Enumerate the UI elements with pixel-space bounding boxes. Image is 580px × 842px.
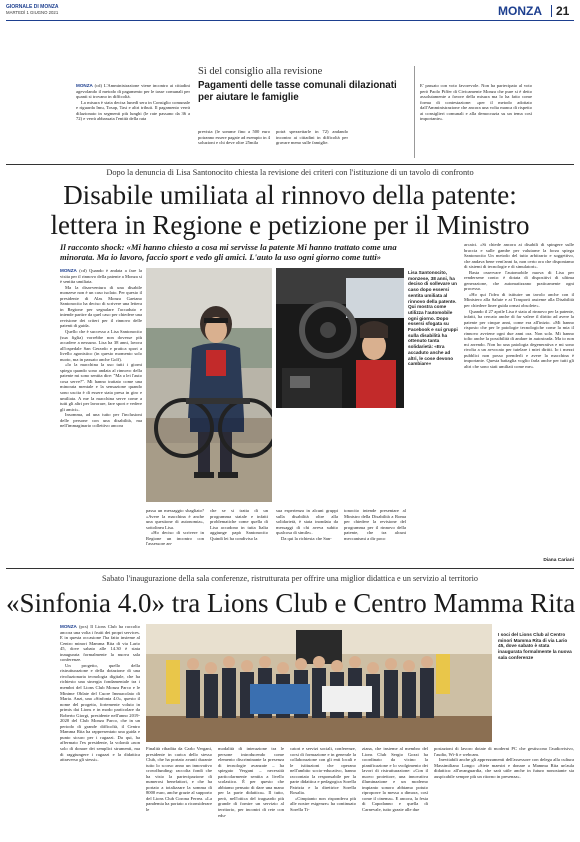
main-story-col-5: tonocito intende presentare al Ministro della Disabilità a Roma per chiedere la revisione del programma per il rinnovo della patente, che tra alcuni meccanismi a dir poco: [344, 508, 406, 541]
main-story-col4-p2: Da qui la richiesta che San-: [281, 535, 332, 541]
main-story-col1-p2: Ma la disavventura di una disabile monzese non è un caso isolato. Per questo il presidente di Alas Monza Gaetano Santonocito ha deciso di scrivere una lettera in Regione per segnalare l'accaduto e intende partire da quel caso per chiedere una revisione dei criteri per il rinnovo delle patenti di guida.: [60, 284, 142, 329]
section-rule-1: [6, 164, 574, 165]
lions-story-photo-caption: I soci del Lions Club al Centro minori Mamma Rita di via Lario 45, dove sabato è stata inaugurata formalmente la nuova sala conferenze: [498, 632, 572, 660]
top-story-col-1: [76, 83, 190, 159]
lions-story-photo: [146, 624, 492, 742]
main-story-right-col: [464, 242, 574, 556]
portrait-illustration: [146, 268, 272, 502]
main-story-col-1: [60, 268, 142, 556]
top-story-col1-text: (cd) L'Amministrazione viene incontro ai cittadini agevolando il metodo di pagamento per le tasse comunali per quanti si trovano in difficoltà.: [76, 83, 190, 100]
main-story-col1-p5: Insomma, ad una tutto per l'inclusioni delle persone con una disabilità, ma nell'immaginario collettivo ancora: [60, 412, 142, 429]
top-story-dateline: MONZA: [76, 83, 93, 88]
page-number: 21: [556, 4, 570, 18]
top-story-col-2: prevista (le somme fino a 500 euro potranno essere pagate ad esempio in 4 soluzioni e chi deve oltre 25mila: [198, 129, 270, 146]
section-rule-2: [6, 568, 574, 569]
lions-story-dateline: MONZA: [60, 624, 77, 629]
main-story-col2-p1: passa un messaggio sbagliato? «Avere la macchina è anche una questione di autonomia», sottolinea Lisa.: [146, 508, 204, 530]
main-story-col2-p2: «Ho deciso di scrivere in Regione un incontro con l'assessore an-: [146, 530, 204, 547]
lions-story-col4-p2: «Cimpianto non rispondeva più alle nostre esigenze» ha continuato Sorella Ti-: [290, 795, 356, 813]
lions-story-col1-p1: (pcs) Il Lions Club ha raccolto ancora una volta i frutti dei propri services. E in questa occasione l'ha fatto insieme al Centro minori Mamma Rita di via Lario 45, dove sabato alle 14.30 è stata inaugurata formalmente la nuova sala conferenze.: [60, 624, 140, 663]
main-story-col1-p1: (cd) Quando è andata a fare la visita per il rinnovo della patente a Monza si è sentita umiliata.: [60, 268, 142, 285]
lions-story-col-3: modalità di interazione tra le persone introducendo come elemento discriminante la presenza di tecnologie avanzate – ha spiegato Vergani – necessità particolarmente sentita a livello scolastico. È per questo che abbiamo pensato di dare una mano per la parte didattica». Il tutto, però, nell'ottica del traguardo più grande di fornire un servizio al territorio, per incontri di rete con edu-: [218, 746, 284, 818]
header-rule: [6, 20, 574, 21]
main-story-headline-1: Disabile umiliata al rinnovo della patente:: [63, 180, 517, 210]
main-story-right-p2: Basta osservare l'automobile nuova di Lisa per rendersene conto: è dotata di dispositivi di ultima generazione, che automatizzano praticamente ogni processo.: [464, 269, 574, 292]
main-story-col4-p1: sua esperienza in alcuni gruppi sulla disabilità oltre alla solidarietà, è stata inondata da messaggi di chi aveva subito qualcosa di simile».: [276, 508, 338, 536]
lions-story-headline: «Sinfonia 4.0» tra Lions Club e Centro Mamma Rita: [6, 588, 576, 618]
top-story-col-3: potrà spezzettarle in 72) andando incontro ai cittadini in difficoltà per gravare meno sulle famiglie.: [276, 129, 348, 146]
lions-story-col-4: [290, 746, 356, 834]
main-story-right-p4: Quando il 27 aprile Lisa è stata al rinnovo per la patente, infatti, ha cercato anche di far valere il diritto ad avere la patente per cinque anni, come era all'inizio. «Mi hanno risposto che per le patologie tecnologiche come la mia il rinnovo avviene ogni due anni ora. Non solo. Mi hanno tolto anche la possibilità di andare in autostrada. Ma io non mi arrendo. Non ho una patologia degenerativa e mi sono rivolta a un avvocato per tutelare i miei diritti. Io i mezzi pubblici non posso prenderli e avere la macchina è importante. Questa battaglia voglio farla anche per tutti gli altri che sono stati umiliati come me».: [464, 308, 574, 370]
lions-story-col-6: [434, 746, 574, 834]
main-story-headline-2: lettera in Regione e petizione per il Ministro: [50, 210, 530, 240]
main-story-kicker: Dopo la denuncia di Lisa Santonocito chiesta la revisione dei criteri con l'istituzione di un tavolo di confronto: [106, 168, 474, 177]
main-story-right-p3: «Ho qui l'idea di istituire un tavolo anche con il Ministero alla Salute e ai Trasporti assieme alla Disabilità per chiedere linee guida ormai obsolete».: [464, 291, 574, 309]
lions-story-col1-p2: Un progetto, quello della ristrutturazione e della dotazione di una rivoluzionaria tecnologia digitale, che ha richiesto una sinergia fondamentale tra i membri del Lions Club Monza Parco e le Minime Oblate del Cuore Immacolato di Maria. Anzi, una «Sinfonia 4.0», questo il nome del progetto, fortemente voluto in primis dai Lions e in modo particolare da Roberto Giorgi, presidente nell'anno 2019-2020 del Club Monza Parco, che in un periodo di grande difficoltà, il Centro Mamma Rita ha rappresentato una guida e punto sicuro per i ragazzi. Da qui, ha affermato l'ex presidente, la volontà «non solo di donare dei semplici strumenti, ma di raggiungere i ragazzi e la didattica attraverso gli stessi».: [60, 662, 140, 763]
car-interior-illustration: [276, 268, 404, 408]
paper-name: GIORNALE DI MONZA: [6, 4, 59, 10]
lions-story-col6-p2: Inevitabili anche gli apprezzamenti dell'assessore con delega alla cultura Massimiliano Longo: «Siete maestri e donare a Mamma Rita un'aula didattica: all'avanguardia, che sarà utile anche in futuro nonostante sia auspicabile sempre più un ritorno in presenza».: [434, 757, 574, 779]
lions-story-col-5: ziana, che insieme al membro del Lions Club Sergio Gozzi ha coordinato da vicino la pianificazione e lo svolgimento dei lavori di ristrutturazione: «Con il nuovo proiettore, una innovativa illuminazione e un moderno impianto sonoro abbiamo potuto riproporre la messa a dimora, così come il cinema». E ancora, la festa di Capodanno e quella di Carnevale, tutto grazie alle due: [362, 746, 428, 813]
top-story-kicker: Sì del consiglio alla revisione: [198, 66, 323, 77]
main-story-col1-p3: Quello che è successo a Lisa Santonocito (sua figlia) vorrebbe non dovesse più accadere a nessuno. Lisa ha 38 anni, lavora all'ospedale San Gerardo e pratica sport a livello agonistico (in questo momento solo nuoto, ma in passato anche Golf).: [60, 329, 142, 362]
section-title: MONZA: [498, 4, 542, 18]
main-story-col-2: [146, 508, 204, 556]
main-story-subheadline: Il racconto shock: «Mi hanno chiesto a cosa mi servisse la patente Mi hanno trattato come una minorata. Ma io lavoro, faccio sport e vedo gli amici. L'auto la uso ogni giorno come tutti»: [60, 242, 397, 262]
main-story-dateline: MONZA: [60, 268, 77, 273]
group-photo-illustration: [146, 624, 492, 742]
lions-story-kicker: Sabato l'inaugurazione della sala conferenze, ristrutturata per offrire una miglior didattica e un servizio al territorio: [102, 574, 478, 583]
main-story-col-4: [276, 508, 338, 556]
main-story-photo-caption: Lisa Santonocito, monzese, 38 anni, ha deciso di sollevare un caso dopo essersi sentita umiliata al rinnovo della patente. Qui mostra come utilizza l'automobile ogni giorno. Dopo essersi sfogata su Facebook e sui gruppi sulla disabilità ha ottenuto tanta solidarietà: «Era accaduto anche ad altri, le cose devono cambiare»: [408, 270, 458, 367]
main-story-photo-car: [276, 268, 404, 408]
lions-story-col4-p1: catori e servizi sociali, conferenze, corsi di formazione e in generale la collaborazione con gli enti locali e le istituzioni che operano nell'ambito socio-educativo, hanno raccontato la responsabile per la parte didattica e pedagogica Sorella Patrizia e la direttrice Sorella Rosalia.: [290, 746, 356, 796]
main-story-photo-portrait: [146, 268, 272, 502]
top-story-headline: Pagamenti delle tasse comunali dilazionati per aiutare le famiglie: [198, 80, 397, 103]
lions-story-col-2: Finalità ribadita da Carlo Vergani, presidente in carica dello stesso Club, che ha portato avanti durante tutto lo scorso anno un innovativo crowdfunding: raccolta fondi che ha visto la partecipazione di numerosi benefattori, e che ha portato a totalizzare la somma di 8000 euro, anche grazie al supporto del Lions Club Corona Ferrea. «La pandemia ha portato a riconsiderare le: [146, 746, 212, 813]
main-story-signature: Diana Cariani: [543, 558, 574, 563]
main-story-col1-p4: «Io la macchina la uso tutti i giorni spiega quando sono andata al rinnovo della patente mi sono sentita dire: "Ma a lei l'auto cosa serve?". Mi hanno trattato come una minorata mentale e la sensazione quando sono uscita è di essere stata presa in giro e umiliata. A me la macchina serve come a tutti gli altri per lavorare, fare sport e vedere gli amici».: [60, 362, 142, 412]
lions-story-col6-p1: postazioni di lavoro dotate di moderni PC che gestiscono l'audiovisivo, l'audio, Wi-fi e webcam.: [434, 746, 574, 757]
issue-date: MARTEDÌ 1 GIUGNO 2021: [6, 10, 59, 15]
main-story-col-3: che se si tratta di un programma statale e infatti problematiche come quella di Lisa accadono in tutta Italia aggiunge papà Santonocito Quindi lei ha condiviso la: [210, 508, 268, 541]
main-story-right-p1: arcaici. «Si chiede ancora ai disabili di spingere sulle braccia e sulle gambe per valutarne la forza spiega Santonocito Un metodo del tutto arbitrario e soggettivo, che andava bene vent'anni fa, non certo ora che disponiamo di sistemi di tecnologie e di simulatori».: [464, 242, 574, 270]
lions-story-col-1: [60, 624, 140, 834]
top-story-col-4: E' passato con voto favorevole. Non ha partecipato al voto però Paolo Piffer di Civicamente Monza che pure si è detto assolutamente a favore della misura ma lo ha fatto come forma di contestazione: «per il metodo adottato dall'Amministrazione che ancora una volta manca di rispetto ai consiglieri comunali e alla democrazia su un tema così importante».: [420, 83, 532, 122]
top-story-col1-text2: La misura è stata decisa lunedì sera in Consiglio comunale e riguarda Imu, Tosap, Tasi e altri tributi. Il pagamento verrà dilazionato in segmenti più lunghi (le rate passano da 36 a 72) e verrà abbassata l'entità della rata: [76, 99, 190, 122]
section-divider-bar: [551, 5, 552, 17]
top-story-col-divider: [414, 66, 415, 158]
